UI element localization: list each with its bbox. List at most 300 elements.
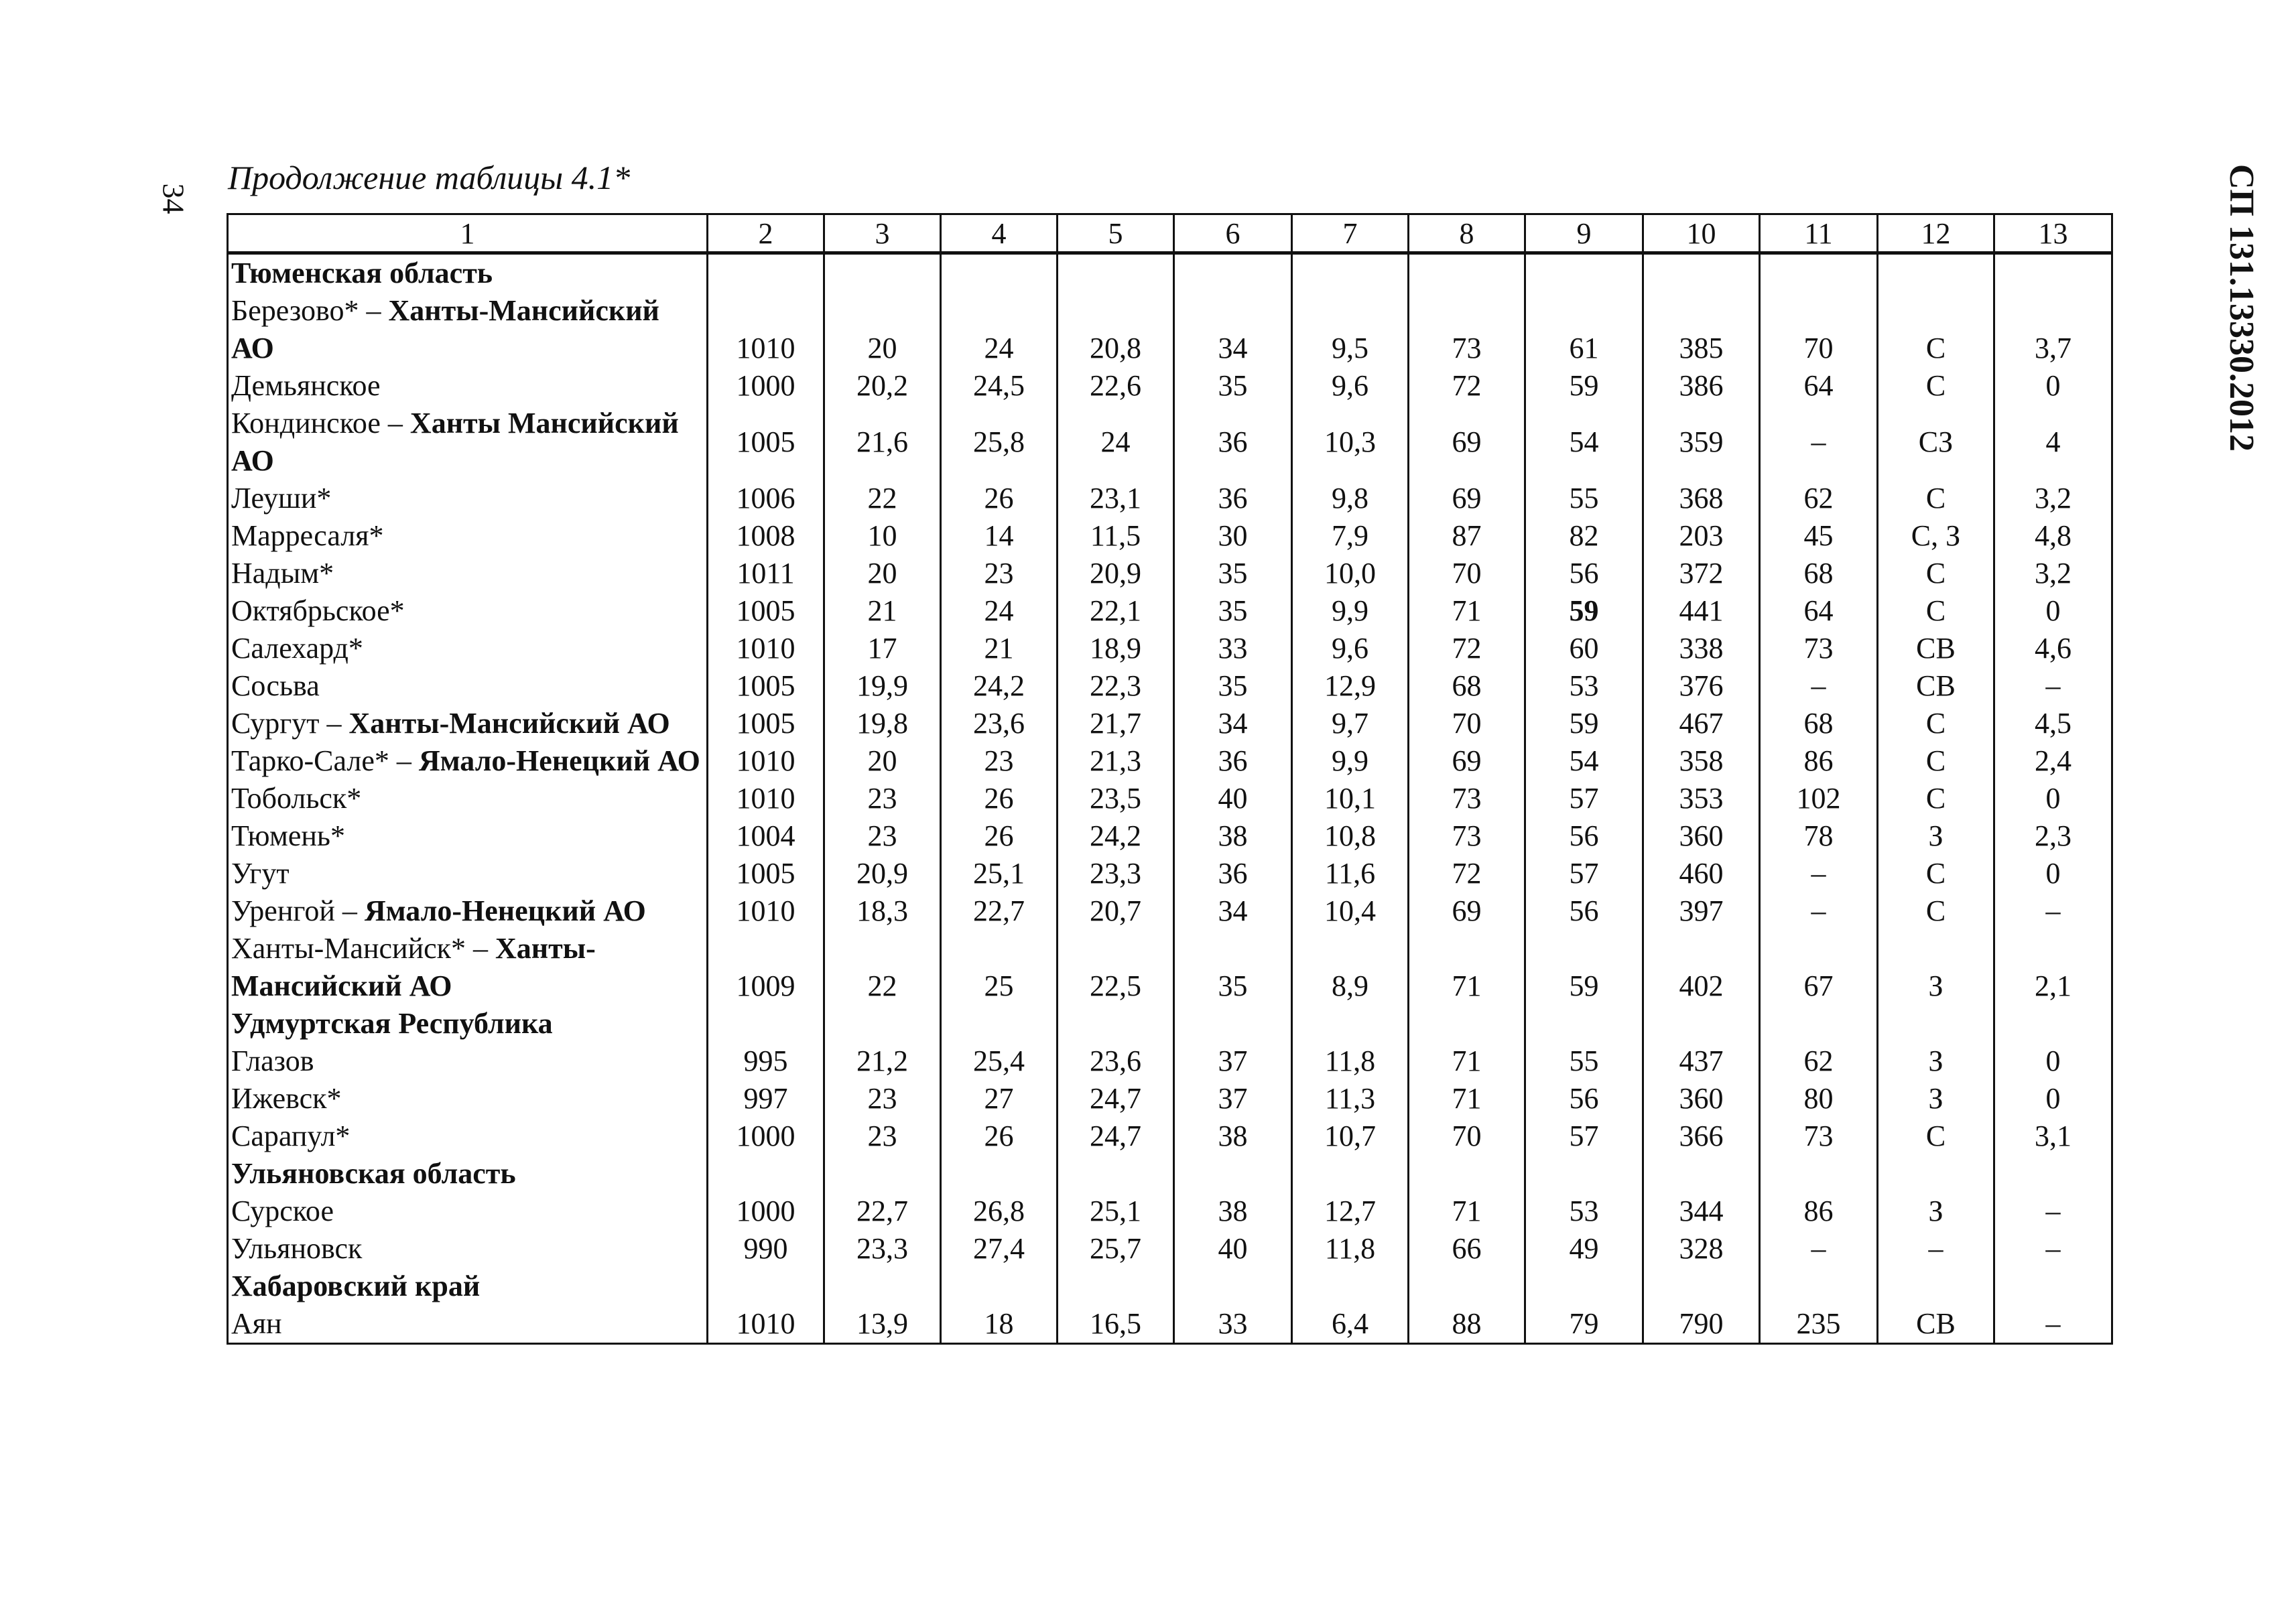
value-cell: 20 [824, 292, 941, 367]
value-cell: 59 [1525, 592, 1643, 630]
empty-cell [1878, 1005, 1994, 1042]
value-cell: 38 [1174, 1193, 1292, 1230]
value-cell: 368 [1643, 480, 1760, 517]
value-cell: 3,2 [1994, 480, 2112, 517]
table-row [228, 292, 2112, 367]
value-cell: 0 [1994, 780, 2112, 817]
value-cell: 20,9 [824, 855, 941, 892]
value-cell: 35 [1174, 930, 1292, 1005]
table-row [228, 817, 2112, 855]
value-cell: 11,6 [1292, 855, 1409, 892]
value-cell: 38 [1174, 1118, 1292, 1155]
value-cell: 26 [941, 780, 1058, 817]
empty-cell [941, 1005, 1058, 1042]
value-cell: 8,9 [1292, 930, 1409, 1005]
value-cell: 62 [1760, 1042, 1878, 1080]
value-cell: 57 [1525, 1118, 1643, 1155]
table-row [228, 1230, 2112, 1268]
value-cell: – [1760, 1230, 1878, 1268]
column-number-1: 1 [228, 214, 708, 253]
value-cell: 1000 [708, 1118, 824, 1155]
value-cell: 1010 [708, 1305, 824, 1344]
value-cell: 1008 [708, 517, 824, 555]
value-cell: 1000 [708, 1193, 824, 1230]
table-row [228, 667, 2112, 705]
value-cell: 86 [1760, 742, 1878, 780]
page-number: 34 [156, 183, 191, 214]
value-cell: 0 [1994, 1042, 2112, 1080]
value-cell: 376 [1643, 667, 1760, 705]
value-cell: 344 [1643, 1193, 1760, 1230]
value-cell: 27 [941, 1080, 1058, 1118]
value-cell: 70 [1409, 555, 1525, 592]
value-cell: 23,3 [824, 1230, 941, 1268]
value-cell: 1004 [708, 817, 824, 855]
value-cell: 21 [824, 592, 941, 630]
value-cell: 9,6 [1292, 367, 1409, 405]
value-cell: 21,6 [824, 405, 941, 480]
value-cell: 80 [1760, 1080, 1878, 1118]
value-cell: 26 [941, 1118, 1058, 1155]
value-cell: С [1878, 1118, 1994, 1155]
empty-cell [708, 1155, 824, 1193]
value-cell: 72 [1409, 367, 1525, 405]
table-row [228, 1193, 2112, 1230]
value-cell: 4,5 [1994, 705, 2112, 742]
value-cell: 40 [1174, 1230, 1292, 1268]
empty-cell [1994, 1268, 2112, 1305]
value-cell: 59 [1525, 930, 1643, 1005]
column-number-9: 9 [1525, 214, 1643, 253]
value-cell: 68 [1409, 667, 1525, 705]
table-row [228, 405, 2112, 480]
station-region-text: Ханты-Мансийский АО [231, 932, 596, 1002]
value-cell: 11,8 [1292, 1230, 1409, 1268]
empty-cell [1174, 1155, 1292, 1193]
value-cell: 20 [824, 742, 941, 780]
value-cell: 71 [1409, 592, 1525, 630]
empty-cell [1174, 1005, 1292, 1042]
station-name-text: Ульяновск [231, 1232, 363, 1265]
value-cell: 359 [1643, 405, 1760, 480]
value-cell: 360 [1643, 1080, 1760, 1118]
document-code: СП 131.13330.2012 [2222, 164, 2260, 452]
value-cell: 402 [1643, 930, 1760, 1005]
value-cell: – [1760, 892, 1878, 930]
value-cell: З [1878, 1042, 1994, 1080]
value-cell: 23,6 [1058, 1042, 1174, 1080]
value-cell: 33 [1174, 1305, 1292, 1344]
region-name: Удмуртская Республика [228, 1005, 708, 1042]
value-cell: 36 [1174, 742, 1292, 780]
column-number-10: 10 [1643, 214, 1760, 253]
table-row [228, 367, 2112, 405]
value-cell: З [1878, 817, 1994, 855]
empty-cell [1994, 253, 2112, 293]
value-cell: 82 [1525, 517, 1643, 555]
value-cell: 56 [1525, 892, 1643, 930]
value-cell: 20,2 [824, 367, 941, 405]
empty-cell [1878, 1155, 1994, 1193]
value-cell: 1009 [708, 930, 824, 1005]
value-cell: 24,5 [941, 367, 1058, 405]
empty-cell [1409, 1268, 1525, 1305]
value-cell: 64 [1760, 592, 1878, 630]
station-name-text: Кондинское – [231, 407, 410, 440]
value-cell: 25 [941, 930, 1058, 1005]
value-cell: 69 [1409, 892, 1525, 930]
table-row [228, 1118, 2112, 1155]
value-cell: 23 [824, 1118, 941, 1155]
table-row [228, 517, 2112, 555]
value-cell: 35 [1174, 592, 1292, 630]
value-cell: 72 [1409, 630, 1525, 667]
value-cell: 40 [1174, 780, 1292, 817]
value-cell: 27,4 [941, 1230, 1058, 1268]
empty-cell [1760, 253, 1878, 293]
empty-cell [1994, 1155, 2112, 1193]
station-name [228, 705, 708, 742]
value-cell: 338 [1643, 630, 1760, 667]
empty-cell [1058, 1155, 1174, 1193]
value-cell: 10,0 [1292, 555, 1409, 592]
value-cell: 37 [1174, 1042, 1292, 1080]
value-cell: З [1878, 1080, 1994, 1118]
region-name: Тюменская область [228, 253, 708, 293]
empty-cell [1760, 1155, 1878, 1193]
station-name [228, 1193, 708, 1230]
station-name [228, 780, 708, 817]
value-cell: 23,3 [1058, 855, 1174, 892]
table-caption: Продолжение таблицы 4.1* [228, 159, 631, 196]
empty-cell [1994, 1005, 2112, 1042]
value-cell: 790 [1643, 1305, 1760, 1344]
value-cell: 24 [941, 292, 1058, 367]
table-row [228, 930, 2112, 1005]
value-cell: 11,5 [1058, 517, 1174, 555]
value-cell: 64 [1760, 367, 1878, 405]
value-cell: 25,7 [1058, 1230, 1174, 1268]
value-cell: 79 [1525, 1305, 1643, 1344]
value-cell: – [1760, 855, 1878, 892]
value-cell: 56 [1525, 1080, 1643, 1118]
value-cell: 22,1 [1058, 592, 1174, 630]
value-cell: 55 [1525, 480, 1643, 517]
value-cell: 34 [1174, 292, 1292, 367]
value-cell: 1005 [708, 667, 824, 705]
value-cell: – [1994, 1193, 2112, 1230]
value-cell: СЗ [1878, 405, 1994, 480]
value-cell: 4 [1994, 405, 2112, 480]
empty-cell [824, 1005, 941, 1042]
value-cell: 21 [941, 630, 1058, 667]
value-cell: 24,7 [1058, 1080, 1174, 1118]
empty-cell [1525, 1268, 1643, 1305]
value-cell: 23 [824, 817, 941, 855]
column-number-13: 13 [1994, 214, 2112, 253]
column-number-12: 12 [1878, 214, 1994, 253]
value-cell: 34 [1174, 705, 1292, 742]
value-cell: 20,8 [1058, 292, 1174, 367]
column-number-row [228, 214, 2112, 253]
column-number-11: 11 [1760, 214, 1878, 253]
value-cell: 3,2 [1994, 555, 2112, 592]
empty-cell [1643, 253, 1760, 293]
value-cell: 2,3 [1994, 817, 2112, 855]
value-cell: 70 [1409, 1118, 1525, 1155]
value-cell: 70 [1409, 705, 1525, 742]
column-number-4: 4 [941, 214, 1058, 253]
value-cell: 70 [1760, 292, 1878, 367]
value-cell: 55 [1525, 1042, 1643, 1080]
station-name [228, 930, 708, 1005]
value-cell: 88 [1409, 1305, 1525, 1344]
value-cell: 24,2 [1058, 817, 1174, 855]
value-cell: 73 [1409, 817, 1525, 855]
value-cell: 1010 [708, 780, 824, 817]
value-cell: 25,8 [941, 405, 1058, 480]
value-cell: 10,1 [1292, 780, 1409, 817]
value-cell: 328 [1643, 1230, 1760, 1268]
value-cell: 62 [1760, 480, 1878, 517]
empty-cell [1878, 1268, 1994, 1305]
value-cell: 467 [1643, 705, 1760, 742]
station-name [228, 1118, 708, 1155]
empty-cell [1174, 1268, 1292, 1305]
value-cell: 71 [1409, 1042, 1525, 1080]
value-cell: 1005 [708, 405, 824, 480]
column-number-2: 2 [708, 214, 824, 253]
value-cell: 2,1 [1994, 930, 2112, 1005]
empty-cell [941, 1155, 1058, 1193]
value-cell: 23 [941, 742, 1058, 780]
value-cell: 69 [1409, 405, 1525, 480]
value-cell: 26 [941, 817, 1058, 855]
value-cell: 10 [824, 517, 941, 555]
value-cell: 38 [1174, 817, 1292, 855]
value-cell: 24 [1058, 405, 1174, 480]
table-row [228, 630, 2112, 667]
empty-cell [824, 253, 941, 293]
empty-cell [1058, 1268, 1174, 1305]
value-cell: 397 [1643, 892, 1760, 930]
value-cell: 33 [1174, 630, 1292, 667]
value-cell: 23 [941, 555, 1058, 592]
value-cell: 21,2 [824, 1042, 941, 1080]
station-name [228, 742, 708, 780]
value-cell: З [1878, 930, 1994, 1005]
station-name-text: Леуши* [231, 482, 332, 515]
value-cell: 11,3 [1292, 1080, 1409, 1118]
value-cell: 69 [1409, 742, 1525, 780]
value-cell: 0 [1994, 1080, 2112, 1118]
value-cell: 26 [941, 480, 1058, 517]
value-cell: 10,3 [1292, 405, 1409, 480]
table-row [228, 742, 2112, 780]
value-cell: 9,7 [1292, 705, 1409, 742]
empty-cell [1643, 1155, 1760, 1193]
value-cell: 366 [1643, 1118, 1760, 1155]
value-cell: 10,8 [1292, 817, 1409, 855]
value-cell: 9,8 [1292, 480, 1409, 517]
region-header-row [228, 253, 2112, 293]
empty-cell [1409, 1155, 1525, 1193]
value-cell: 86 [1760, 1193, 1878, 1230]
value-cell: 30 [1174, 517, 1292, 555]
value-cell: 235 [1760, 1305, 1878, 1344]
station-name-text: Надым* [231, 557, 334, 590]
value-cell: 1010 [708, 892, 824, 930]
value-cell: С [1878, 592, 1994, 630]
station-name-text: Демьянское [231, 369, 381, 402]
column-number-7: 7 [1292, 214, 1409, 253]
region-header-row [228, 1005, 2112, 1042]
value-cell: 0 [1994, 855, 2112, 892]
value-cell: 441 [1643, 592, 1760, 630]
value-cell: 12,9 [1292, 667, 1409, 705]
table-row [228, 705, 2112, 742]
value-cell: 78 [1760, 817, 1878, 855]
value-cell: 71 [1409, 930, 1525, 1005]
station-name [228, 517, 708, 555]
station-name [228, 667, 708, 705]
table-row [228, 1080, 2112, 1118]
station-name [228, 817, 708, 855]
value-cell: 23 [824, 1080, 941, 1118]
station-name-text: Салехард* [231, 632, 363, 665]
station-name-text: Тобольск* [231, 782, 362, 815]
table-row [228, 1042, 2112, 1080]
empty-cell [708, 1268, 824, 1305]
value-cell: 203 [1643, 517, 1760, 555]
empty-cell [941, 253, 1058, 293]
station-name [228, 855, 708, 892]
table-row [228, 555, 2112, 592]
empty-cell [824, 1268, 941, 1305]
value-cell: 49 [1525, 1230, 1643, 1268]
value-cell: СВ [1878, 630, 1994, 667]
value-cell: 24 [941, 592, 1058, 630]
region-header-row [228, 1268, 2112, 1305]
value-cell: 353 [1643, 780, 1760, 817]
value-cell: – [1760, 405, 1878, 480]
value-cell: 73 [1409, 292, 1525, 367]
value-cell: – [1994, 1230, 2112, 1268]
value-cell: 71 [1409, 1080, 1525, 1118]
station-name [228, 1080, 708, 1118]
value-cell: 25,4 [941, 1042, 1058, 1080]
column-number-8: 8 [1409, 214, 1525, 253]
empty-cell [1760, 1268, 1878, 1305]
empty-cell [941, 1268, 1058, 1305]
value-cell: 45 [1760, 517, 1878, 555]
climate-data-table [227, 213, 2113, 1345]
table-row [228, 1305, 2112, 1344]
table-row [228, 480, 2112, 517]
station-name-text: Тюмень* [231, 819, 345, 852]
value-cell: С [1878, 742, 1994, 780]
station-name [228, 592, 708, 630]
value-cell: 995 [708, 1042, 824, 1080]
region-header-row [228, 1155, 2112, 1193]
value-cell: 1011 [708, 555, 824, 592]
value-cell: 358 [1643, 742, 1760, 780]
value-cell: 61 [1525, 292, 1643, 367]
value-cell: 22 [824, 930, 941, 1005]
value-cell: 19,9 [824, 667, 941, 705]
value-cell: 385 [1643, 292, 1760, 367]
value-cell: 6,4 [1292, 1305, 1409, 1344]
value-cell: 21,3 [1058, 742, 1174, 780]
empty-cell [1058, 1005, 1174, 1042]
value-cell: 0 [1994, 367, 2112, 405]
empty-cell [1292, 253, 1409, 293]
value-cell: 68 [1760, 705, 1878, 742]
empty-cell [1292, 1268, 1409, 1305]
empty-cell [1643, 1005, 1760, 1042]
station-name-text: Глазов [231, 1044, 314, 1077]
station-name [228, 292, 708, 367]
station-name [228, 555, 708, 592]
value-cell: 71 [1409, 1193, 1525, 1230]
value-cell: 23,1 [1058, 480, 1174, 517]
value-cell: 73 [1409, 780, 1525, 817]
value-cell: 22,7 [941, 892, 1058, 930]
value-cell: 22,6 [1058, 367, 1174, 405]
value-cell: 102 [1760, 780, 1878, 817]
empty-cell [1760, 1005, 1878, 1042]
value-cell: 1010 [708, 630, 824, 667]
value-cell: 35 [1174, 667, 1292, 705]
value-cell: 2,4 [1994, 742, 2112, 780]
value-cell: С [1878, 292, 1994, 367]
value-cell: – [1994, 1305, 2112, 1344]
value-cell: С [1878, 780, 1994, 817]
station-name-text: Аян [231, 1307, 282, 1340]
empty-cell [1058, 253, 1174, 293]
value-cell: 437 [1643, 1042, 1760, 1080]
value-cell: 990 [708, 1230, 824, 1268]
station-region-text: Ямало-Ненецкий АО [364, 894, 646, 927]
value-cell: 36 [1174, 855, 1292, 892]
value-cell: 59 [1525, 705, 1643, 742]
value-cell: 22,5 [1058, 930, 1174, 1005]
region-name: Хабаровский край [228, 1268, 708, 1305]
value-cell: 22,3 [1058, 667, 1174, 705]
value-cell: С [1878, 705, 1994, 742]
value-cell: 20,9 [1058, 555, 1174, 592]
value-cell: 1005 [708, 592, 824, 630]
empty-cell [1525, 1005, 1643, 1042]
station-name-text: Сарапул* [231, 1120, 350, 1152]
empty-cell [708, 253, 824, 293]
region-name: Ульяновская область [228, 1155, 708, 1193]
value-cell: 21,7 [1058, 705, 1174, 742]
value-cell: 1010 [708, 742, 824, 780]
station-name-text: Ижевск* [231, 1082, 342, 1115]
station-name [228, 480, 708, 517]
value-cell: 12,7 [1292, 1193, 1409, 1230]
table-row [228, 855, 2112, 892]
value-cell: 0 [1994, 592, 2112, 630]
value-cell: С, З [1878, 517, 1994, 555]
empty-cell [1525, 1155, 1643, 1193]
value-cell: 18,3 [824, 892, 941, 930]
value-cell: 17 [824, 630, 941, 667]
column-number-5: 5 [1058, 214, 1174, 253]
value-cell: 25,1 [1058, 1193, 1174, 1230]
station-name-text: Октябрьское* [231, 594, 405, 627]
